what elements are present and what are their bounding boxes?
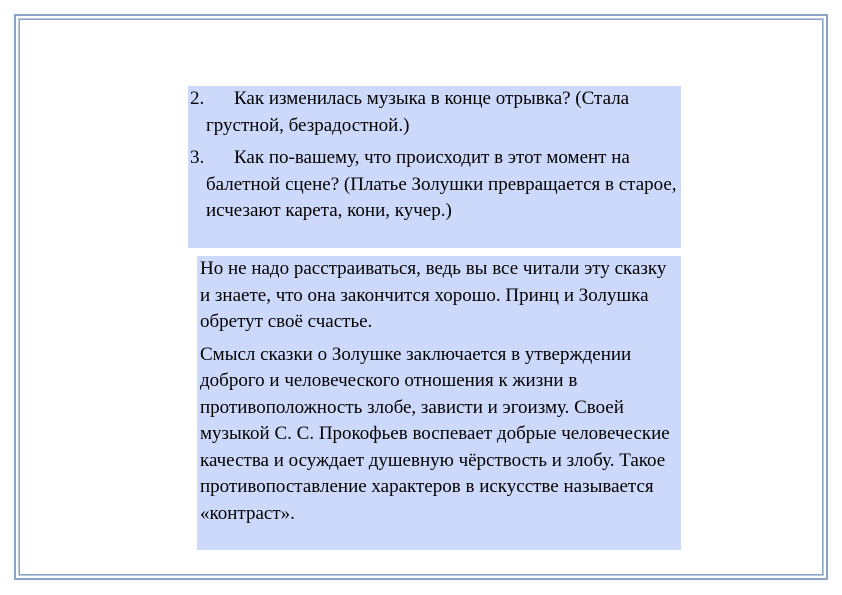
explanation-block <box>197 256 681 550</box>
question-text: Как по-вашему, что происходит в этот момент на балетной сцене? (Платье Золушки превращается в старое, исчезают карета, кони, кучер.) <box>206 147 677 221</box>
questions-block <box>188 86 681 248</box>
question-item <box>188 145 681 225</box>
question-number: 3. <box>190 147 205 168</box>
question-number: 2. <box>190 88 205 109</box>
question-text: Как изменилась музыка в конце отрывка? (Стала грустной, безрадостной.) <box>206 88 630 136</box>
paragraph-meaning: Смысл сказки о Золушке заключается в утверждении доброго и человеческого отношения к жизни в противоположность злобе, зависти и эгоизму. Своей музыкой С. С. Прокофьев воспевает добрые человеческие качества и осуждает душевную чёрствость и злобу. Такое противопоставление характеров в искусстве называется «контраст». <box>200 343 670 524</box>
question-item <box>188 86 681 139</box>
paragraph-encouragement: Но не надо расстраиваться, ведь вы все читали эту сказку и знаете, что она закончится хорошо. Принц и Золушка обретут своё счастье. <box>200 258 667 332</box>
